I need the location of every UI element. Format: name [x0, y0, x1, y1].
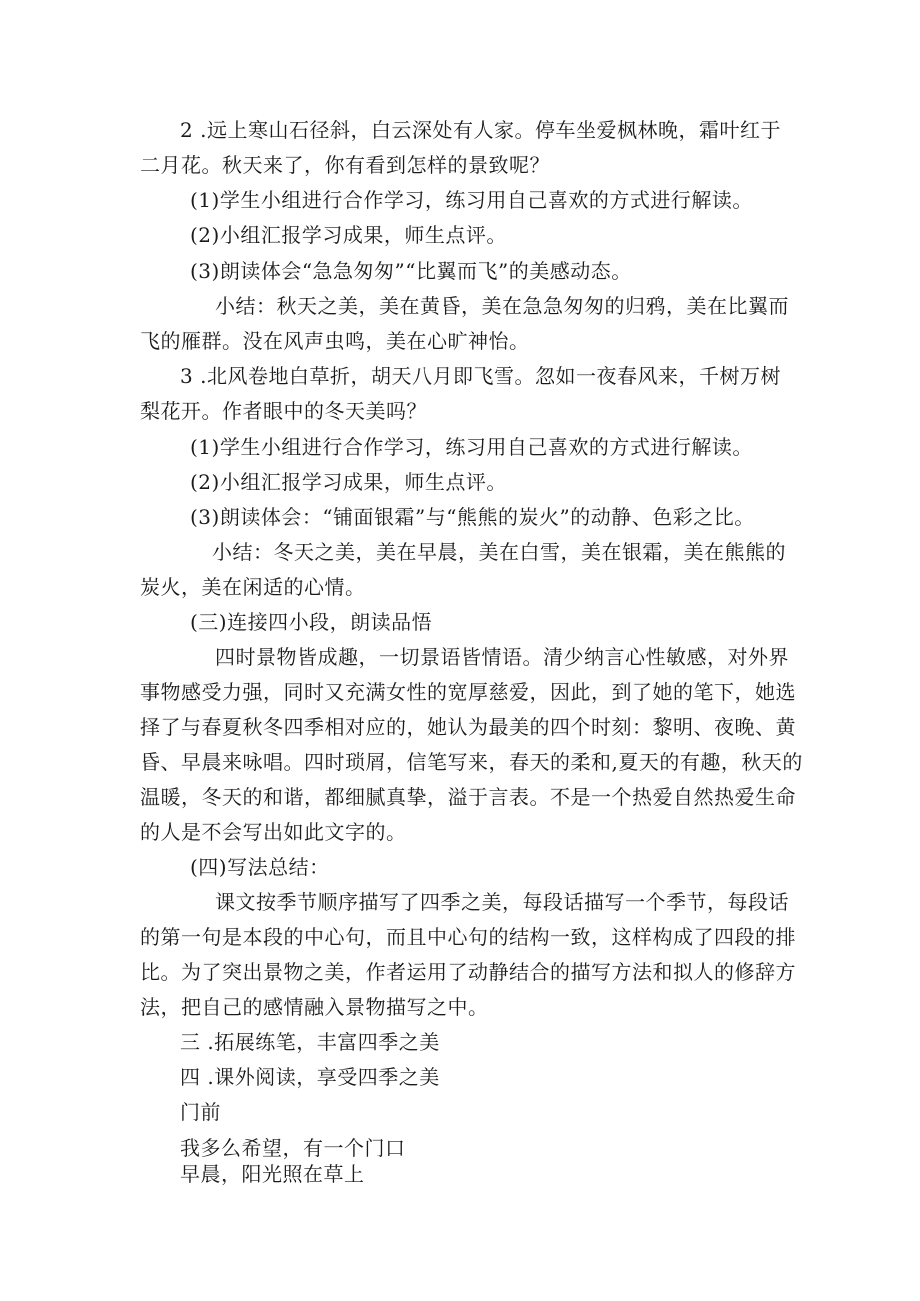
text-line: (3)朗读体会：“铺面银霜”与“熊熊的炭火”的动静、色彩之比。 [190, 505, 755, 529]
text-line: 四时景物皆成趣，一切景语皆情语。清少纳言心性敏感，对外界 [215, 645, 789, 669]
section-heading: 四 .课外阅读，享受四季之美 [180, 1065, 440, 1089]
section-heading: (四)写法总结： [190, 855, 330, 879]
text-line: (3)朗读体会“急急匆匆”“比翼而飞”的美感动态。 [190, 259, 632, 283]
text-line: 飞的雁群。没在风声虫鸣，美在心旷神怡。 [140, 329, 530, 353]
text-line: 小结：秋天之美，美在黄昏，美在急急匆匆的归鸦，美在比翼而 [215, 294, 789, 318]
text-line: 择了与春夏秋冬四季相对应的，她认为最美的四个时刻：黎明、夜晚、黄 [140, 715, 796, 739]
text-line: 小结：冬天之美，美在早晨，美在白雪，美在银霜，美在熊熊的 [212, 540, 786, 564]
text-line: (2)小组汇报学习成果，师生点评。 [190, 223, 507, 247]
text-line: 的人是不会写出如此文字的。 [140, 820, 407, 844]
poem-title: 门前 [180, 1100, 221, 1124]
text-line: 的第一句是本段的中心句，而且中心句的结构一致，这样构成了四段的排 [140, 925, 796, 949]
text-line: 炭火，美在闲适的心情。 [140, 575, 366, 599]
text-line: 比。为了突出景物之美，作者运用了动静结合的描写方法和拟人的修辞方 [140, 960, 796, 984]
text-line: 法，把自己的感情融入景物描写之中。 [140, 995, 489, 1019]
text-line: 昏、早晨来咏唱。四时琐屑，信笔写来，春天的柔和,夏天的有趣，秋天的 [140, 750, 803, 774]
text-line: 课文按季节顺序描写了四季之美，每段话描写一个季节，每段话 [215, 890, 789, 914]
text-line: 2 .远上寒山石径斜，白云深处有人家。停车坐爱枫林晚，霜叶红于 [180, 118, 781, 142]
poem-line: 早晨，阳光照在草上 [180, 1162, 365, 1186]
text-line: (2)小组汇报学习成果，师生点评。 [190, 470, 507, 494]
text-line: 二月花。秋天来了，你有看到怎样的景致呢？ [140, 153, 550, 177]
text-line: 事物感受力强，同时又充满女性的宽厚慈爱，因此，到了她的笔下，她选 [140, 680, 796, 704]
poem-line: 我多么希望，有一个门口 [180, 1136, 406, 1160]
text-line: 温暖，冬天的和谐，都细腻真挚，溢于言表。不是一个热爱自然热爱生命 [140, 785, 796, 809]
text-line: 梨花开。作者眼中的冬天美吗？ [140, 399, 427, 423]
section-heading: (三)连接四小段，朗读品悟 [190, 610, 433, 634]
text-line: (1)学生小组进行合作学习，练习用自己喜欢的方式进行解读。 [190, 188, 753, 212]
text-line: 3 .北风卷地白草折，胡天八月即飞雪。忽如一夜春风来，千树万树 [180, 364, 781, 388]
text-line: (1)学生小组进行合作学习，练习用自己喜欢的方式进行解读。 [190, 435, 753, 459]
section-heading: 三 .拓展练笔，丰富四季之美 [180, 1030, 440, 1054]
